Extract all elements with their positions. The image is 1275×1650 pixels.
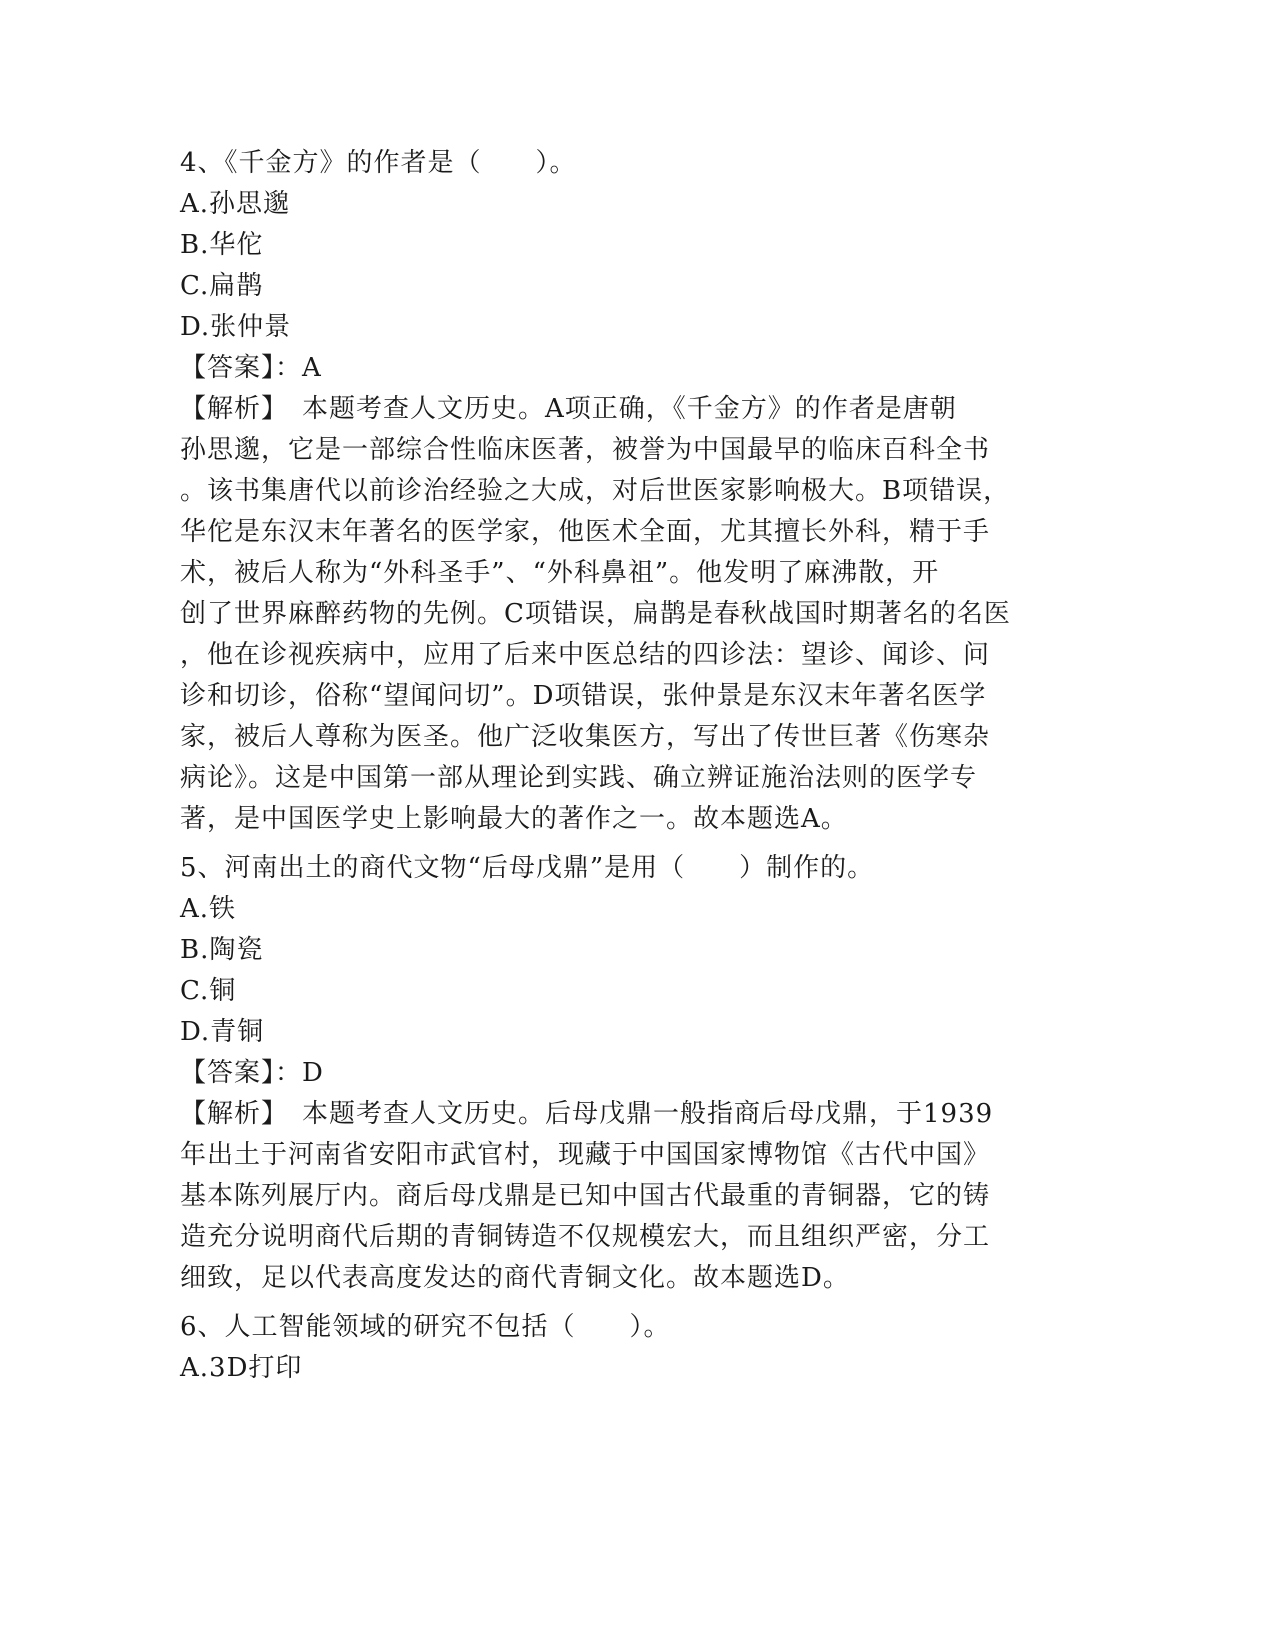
analysis-line: 诊和切诊，俗称“望闻问切”。D项错误，张仲景是东汉末年著名医学 bbox=[180, 681, 987, 711]
question-6 bbox=[180, 1307, 1060, 1389]
analysis-line: 家，被后人尊称为医圣。他广泛收集医方，写出了传世巨著《伤寒杂 bbox=[180, 722, 991, 752]
option-a: A.孙思邈 bbox=[180, 189, 291, 219]
option-c: C.铜 bbox=[180, 976, 237, 1006]
analysis-line: 术，被后人称为“外科圣手”、“外科鼻祖”。他发明了麻沸散，开 bbox=[180, 558, 940, 588]
option-d: D.张仲景 bbox=[180, 312, 292, 342]
analysis-line: 孙思邈，它是一部综合性临床医著，被誉为中国最早的临床百科全书 bbox=[180, 435, 991, 465]
option-a: A.3D打印 bbox=[180, 1353, 303, 1383]
option-c: C.扁鹊 bbox=[180, 271, 264, 301]
analysis-line: 著，是中国医学史上影响最大的著作之一。故本题选A。 bbox=[180, 804, 848, 834]
analysis-line: 。该书集唐代以前诊治经验之大成，对后世医家影响极大。B项错误， bbox=[180, 476, 1011, 506]
analysis-line: 年出土于河南省安阳市武官村，现藏于中国国家博物馆《古代中国》 bbox=[180, 1140, 991, 1170]
analysis-line: 【解析】 本题考查人文历史。A项正确，《千金方》的作者是唐朝 bbox=[180, 394, 957, 424]
question-stem: 6、人工智能领域的研究不包括（ ）。 bbox=[180, 1312, 671, 1342]
option-d: D.青铜 bbox=[180, 1017, 265, 1047]
analysis-line: 造充分说明商代后期的青铜铸造不仅规模宏大，而且组织严密，分工 bbox=[180, 1222, 991, 1252]
question-stem: 5、河南出土的商代文物“后母戊鼎”是用（ ）制作的。 bbox=[180, 853, 875, 883]
analysis-line: 【解析】 本题考查人文历史。后母戊鼎一般指商后母戊鼎，于1939 bbox=[180, 1099, 994, 1129]
answer-line: 【答案】：D bbox=[180, 1058, 324, 1088]
option-b: B.华佗 bbox=[180, 230, 264, 260]
analysis-line: 病论》。这是中国第一部从理论到实践、确立辨证施治法则的医学专 bbox=[180, 763, 978, 793]
option-a: A.铁 bbox=[180, 894, 237, 924]
question-4 bbox=[180, 143, 1060, 840]
question-stem: 4、《千金方》的作者是（ ）。 bbox=[180, 148, 577, 178]
analysis-line: 基本陈列展厅内。商后母戊鼎是已知中国古代最重的青铜器，它的铸 bbox=[180, 1181, 991, 1211]
answer-line: 【答案】：A bbox=[180, 353, 322, 383]
analysis-line: 创了世界麻醉药物的先例。C项错误，扁鹊是春秋战国时期著名的名医 bbox=[180, 599, 1011, 629]
question-5 bbox=[180, 848, 1060, 1299]
option-b: B.陶瓷 bbox=[180, 935, 264, 965]
analysis-line: 华佗是东汉末年著名的医学家，他医术全面，尤其擅长外科，精于手 bbox=[180, 517, 991, 547]
analysis-line: ，他在诊视疾病中，应用了后来中医总结的四诊法：望诊、闻诊、问 bbox=[180, 640, 991, 670]
document-content bbox=[180, 143, 1060, 1389]
analysis-line: 细致，足以代表高度发达的商代青铜文化。故本题选D。 bbox=[180, 1263, 850, 1293]
